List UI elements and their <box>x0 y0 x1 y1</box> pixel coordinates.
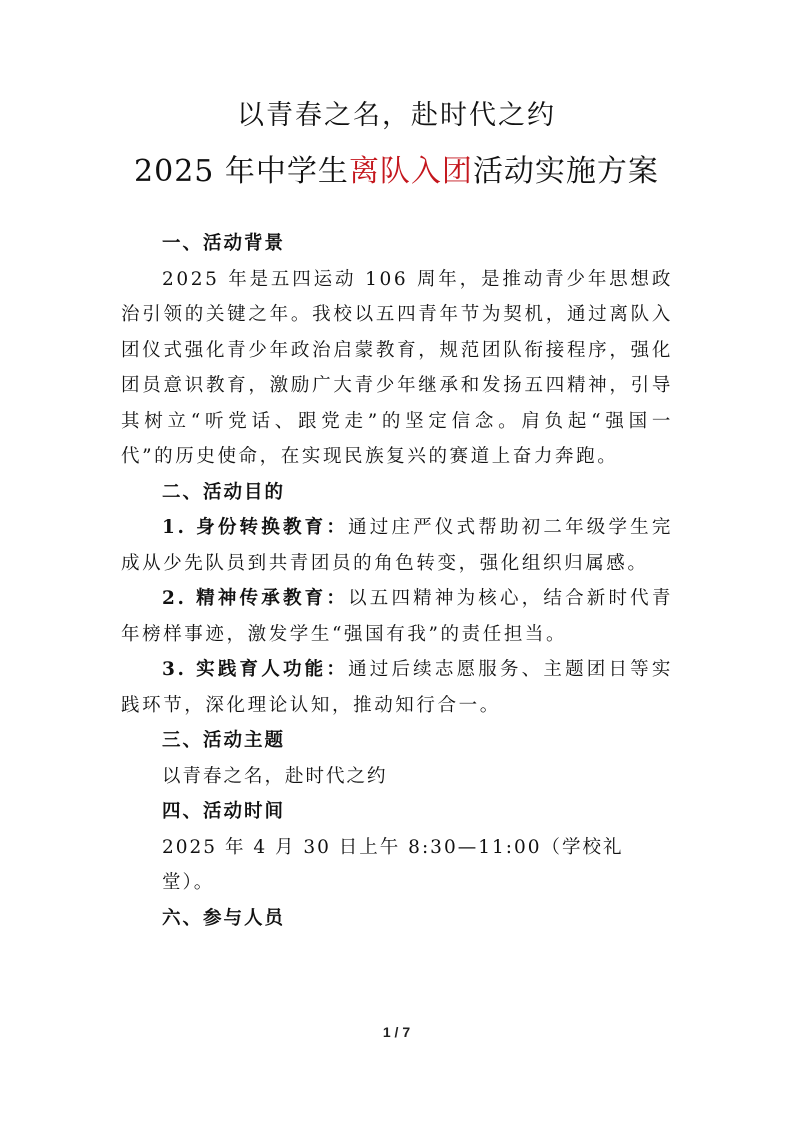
section-heading-time: 四、活动时间 <box>162 801 286 822</box>
title-prefix: 2025 年中学生 <box>134 154 349 189</box>
purpose-item-text: 通过后续志愿服务、主题团日等实践环节，深化理论认知，推动知行合一。 <box>121 659 673 716</box>
theme-text: 以青春之名，赴时代之约 <box>162 765 388 787</box>
section-heading-theme: 三、活动主题 <box>162 730 286 751</box>
purpose-item-text: 通过庄严仪式帮助初二年级学生完成从少先队员到共青团员的角色转变，强化组织归属感。 <box>121 517 673 574</box>
purpose-item-label: 1. 身份转换教育： <box>162 517 349 538</box>
section-heading-background: 一、活动背景 <box>162 233 286 254</box>
background-paragraph: 2025 年是五四运动 106 周年，是推动青少年思想政治引领的关键之年。我校以五四青年节为契机，通过离队入团仪式强化青少年政治启蒙教育，规范团队衔接程序，强化团员意识教育，激励广大青少年继承和发扬五四精神，引导其树立“听党话、跟党走”的坚定信念。肩负起“强国一代”的历史使命，在实现民族复兴的赛道上奋力奔跑。 <box>121 268 673 467</box>
purpose-item-label: 2. 精神传承教育： <box>162 588 349 609</box>
page-indicator: 1 / 7 <box>382 1024 411 1040</box>
document-subtitle: 以青春之名，赴时代之约 <box>237 100 556 131</box>
purpose-item-2 <box>121 581 673 652</box>
purpose-item-text: 以五四精神为核心，结合新时代青年榜样事迹，激发学生“强国有我”的责任担当。 <box>121 588 673 645</box>
section-heading-participants: 六、参与人员 <box>162 907 286 929</box>
time-text: 2025 年 4 月 30 日上午 8:30—11:00（学校礼堂）。 <box>162 836 624 893</box>
document-title <box>0 150 793 194</box>
document-body <box>121 226 673 936</box>
purpose-item-3 <box>121 652 673 723</box>
section-heading-purpose: 二、活动目的 <box>162 481 286 503</box>
purpose-item-label: 3. 实践育人功能： <box>162 659 349 680</box>
title-suffix: 活动实施方案 <box>472 154 659 189</box>
title-highlight: 离队入团 <box>348 154 473 189</box>
purpose-item-1 <box>121 510 673 581</box>
